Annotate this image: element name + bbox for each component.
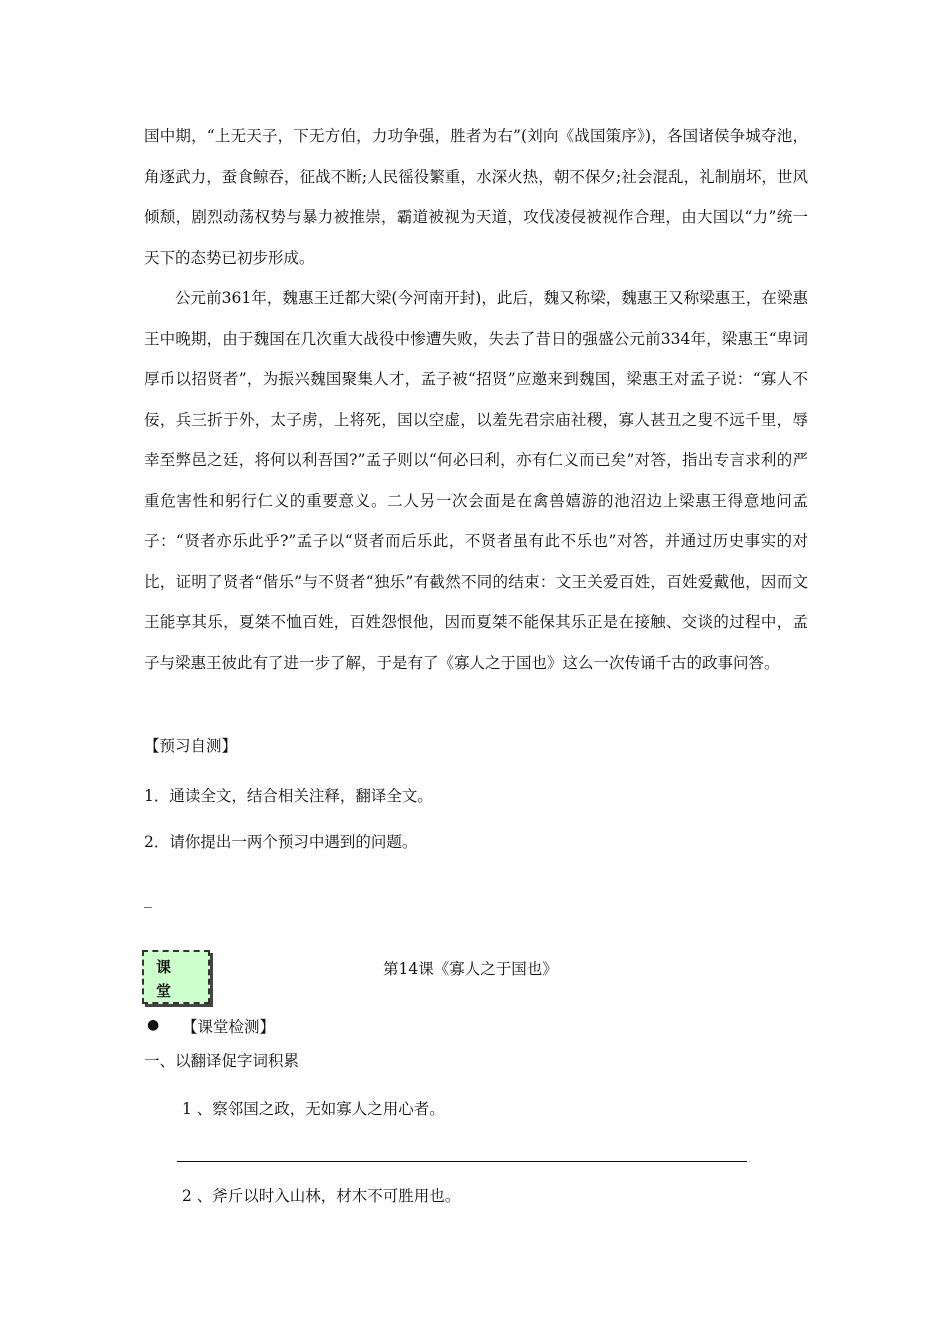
preview-question-1: 1．通读全文，结合相关注释，翻译全文。 <box>144 787 433 805</box>
exercise-item-1: 1 、察邻国之政，无如寡人之用心者。 <box>182 1100 445 1118</box>
answer-line[interactable] <box>177 1161 747 1162</box>
classroom-label-box <box>142 950 210 1004</box>
exercise-item-2: 2 、斧斤以时入山林，材木不可胜用也。 <box>182 1187 461 1205</box>
lesson-title: 第14课《寡人之于国也》 <box>383 960 558 978</box>
classroom-check-heading: 【课堂检测】 <box>182 1018 276 1036</box>
preview-heading: 【预习自测】 <box>144 737 238 755</box>
preview-question-2: 2．请你提出一两个预习中遇到的问题。 <box>144 833 418 851</box>
stray-mark: _ <box>144 890 152 908</box>
intro-paragraph-1: 国中期，“上无天子，下无方伯，力功争强，胜者为右”(刘向《战国策序》)，各国诸侯争城夺池，角逐武力，蚕食鲸吞，征战不断;人民徭役繁重，水深火热，朝不保夕;社会混乱，礼制崩坏，世风倾颓，剧烈动荡权势与暴力被推崇，霸道被视为天道，攻伐凌侵被视作合理，由大国以“力”统一天下的态势已初步形成。 <box>144 127 808 267</box>
bullet-icon: ● <box>147 1017 160 1033</box>
classroom-label-char-2: 堂 <box>156 982 172 1000</box>
classroom-label-char-1: 课 <box>156 958 172 976</box>
intro-paragraph-2: 公元前361年，魏惠王迁都大梁(今河南开封)，此后，魏又称梁，魏惠王又称梁惠王，在梁惠王中晚期，由于魏国在几次重大战役中惨遭失败，失去了昔日的强盛公元前334年，梁惠王“卑词厚币以招贤者”，为振兴魏国聚集人才，孟子被“招贤”应邀来到魏国，梁惠王对孟子说：“寡人不佞，兵三折于外，太子虏，上将死，国以空虚，以羞先君宗庙社稷，寡人甚丑之叟不远千里，辱幸至弊邑之廷，将何以利吾国?”孟子则以“何必曰利，亦有仁义而已矣”对答，指出专言求利的严重危害性和躬行仁义的重要意义。二人另一次会面是在禽兽嬉游的池沼边上梁惠王得意地问孟子：“贤者亦乐此乎?”孟子以“贤者而后乐此，不贤者虽有此不乐也”对答，并通过历史事实的对比，证明了贤者“偕乐”与不贤者“独乐”有截然不同的结束：文王关爱百姓，百姓爱戴他，因而文王能享其乐，夏桀不恤百姓，百姓怨恨他，因而夏桀不能保其乐正是在接触、交谈的过程中，孟子与梁惠王彼此有了进一步了解，于是有了《寡人之于国也》这么一次传诵千古的政事问答。 <box>144 289 808 672</box>
section-one-heading: 一、以翻译促字词积累 <box>144 1052 300 1070</box>
